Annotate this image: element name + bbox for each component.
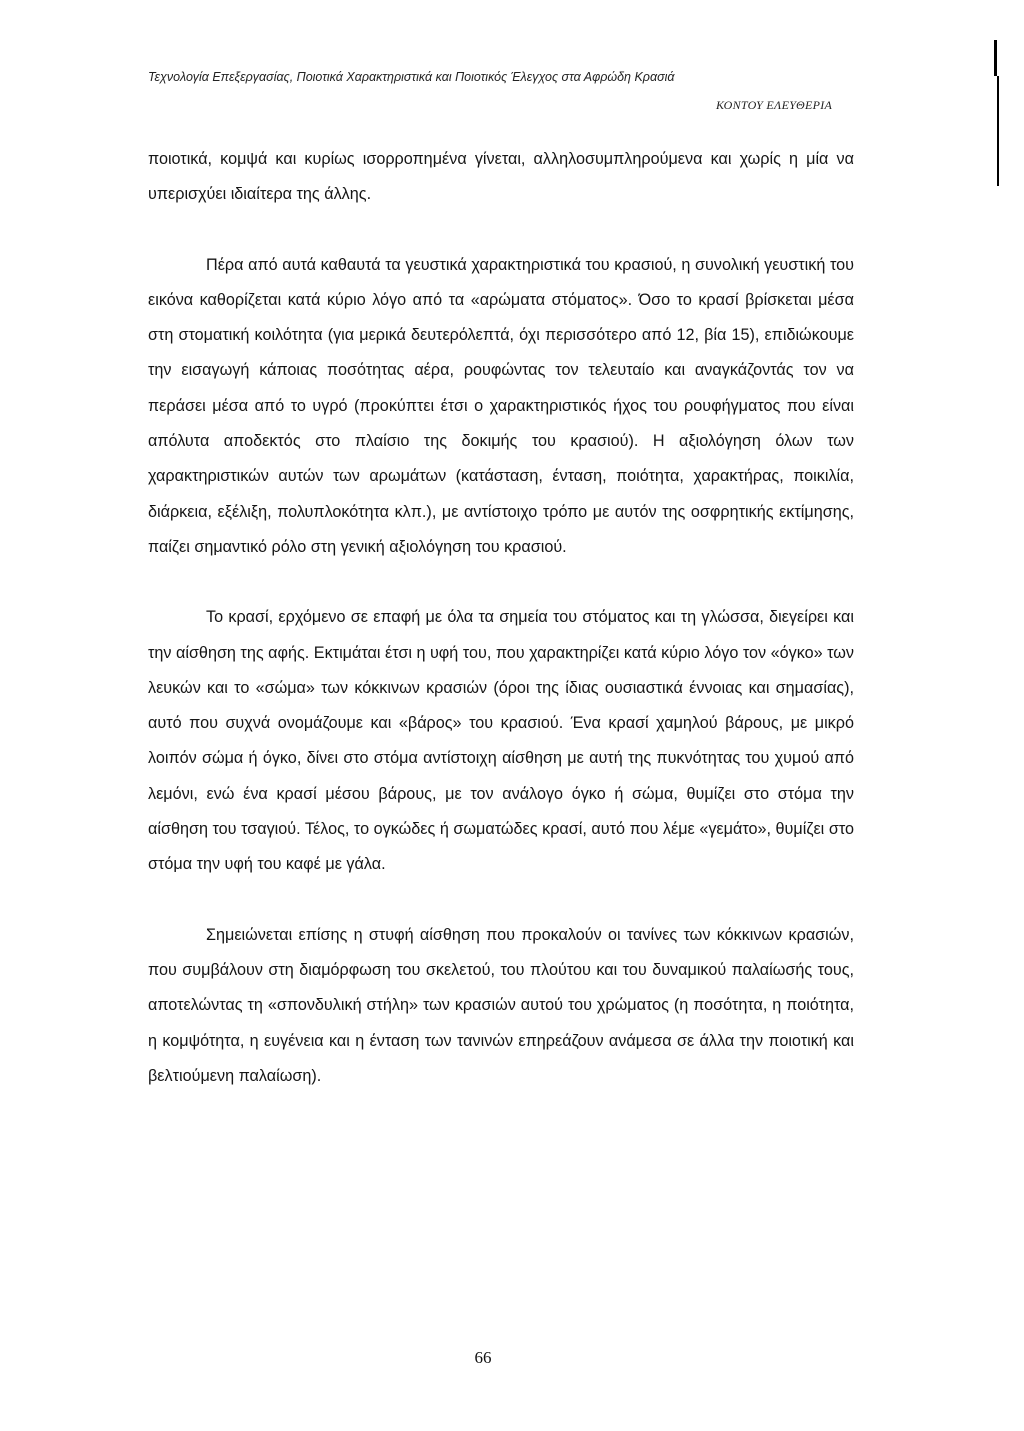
paragraph: Το κρασί, ερχόμενο σε επαφή με όλα τα σημεία του στόματος και τη γλώσσα, διεγείρει και την αίσθηση της αφής. Εκτιμάται έτσι η υφή του, που χαρακτηρίζει κατά κύριο λόγο τον «όγκο» των λευκών και το «σώμα» των κόκκινων κρασιών (όροι της ίδιας ουσιαστικά έννοιας και σημασίας), αυτό που συχνά ονομάζουμε και «βάρος» του κρασιού. Ένα κρασί χαμηλού βάρους, με μικρό λοιπόν σώμα ή όγκο, δίνει στο στόμα αντίστοιχη αίσθηση με αυτή της πυκνότητας του χυμού από λεμόνι, ενώ ένα κρασί μέσου βάρους, με τον ανάλογο όγκο ή σώμα, θυμίζει στο στόμα την αίσθηση του τσαγιού. Τέλος, το ογκώδες ή σωματώδες κρασί, αυτό που λέμε «γεμάτο», θυμίζει στο στόμα την υφή του καφέ με γάλα.: [148, 608, 854, 874]
paragraph: ποιοτικά, κομψά και κυρίως ισορροπημένα γίνεται, αλληλοσυμπληρούμενα και χωρίς η μία να υπερισχύει ιδιαίτερα της άλλης.: [148, 150, 854, 204]
header-author: ΚΟΝΤΟΥ ΕΛΕΥΘΕΡΙΑ: [716, 98, 833, 112]
paragraph: Σημειώνεται επίσης η στυφή αίσθηση που προκαλούν οι τανίνες των κόκκινων κρασιών, που συμβάλουν στη διαμόρφωση του σκελετού, του πλούτου και του δυναμικού παλαίωσής τους, αποτελώντας τη «σπονδυλική στήλη» των κρασιών αυτού του χρώματος (η ποσότητα, η ποιότητα, η κομψότητα, η ευγένεια και η ένταση των τανινών επηρεάζουν ανάμεσα σε άλλα την ποιοτική και βελτιούμενη παλαίωση).: [148, 925, 854, 1085]
page-number: 66: [474, 1348, 492, 1367]
running-title: Τεχνολογία Επεξεργασίας, Ποιοτικά Χαρακτηριστικά και Ποιοτικός Έλεγχος στα Αφρώδη Κρασιά: [148, 70, 675, 84]
scan-edge-mark: [997, 76, 999, 186]
body-text: [148, 142, 854, 1094]
paragraph: Πέρα από αυτά καθαυτά τα γευστικά χαρακτηριστικά του κρασιού, η συνολική γευστική του εικόνα καθορίζεται κατά κύριο λόγο από τα «αρώματα στόματος». Όσο το κρασί βρίσκεται μέσα στη στοματική κοιλότητα (για μερικά δευτερόλεπτά, όχι περισσότερο από 12, βία 15), επιδιώκουμε την εισαγωγή κάποιας ποσότητας αέρα, ρουφώντας τον τελευταίο και αναγκάζοντάς τον να περάσει μέσα από το υγρό (προκύπτει έτσι ο χαρακτηριστικός ήχος του ρουφήγματος που είναι απόλυτα αποδεκτός στο πλαίσιο της δοκιμής του κρασιού). Η αξιολόγηση όλων των χαρακτηριστικών αυτών των αρωμάτων (κατάσταση, ένταση, ποιότητα, χαρακτήρας, ποικιλία, διάρκεια, εξέλιξη, πολυπλοκότητα κλπ.), με αντίστοιχο τρόπο με αυτόν της οσφρητικής εκτίμησης, παίζει σημαντικό ρόλο στη γενική αξιολόγηση του κρασιού.: [148, 255, 854, 556]
scan-edge-mark: [994, 40, 997, 76]
running-header: [148, 70, 860, 84]
